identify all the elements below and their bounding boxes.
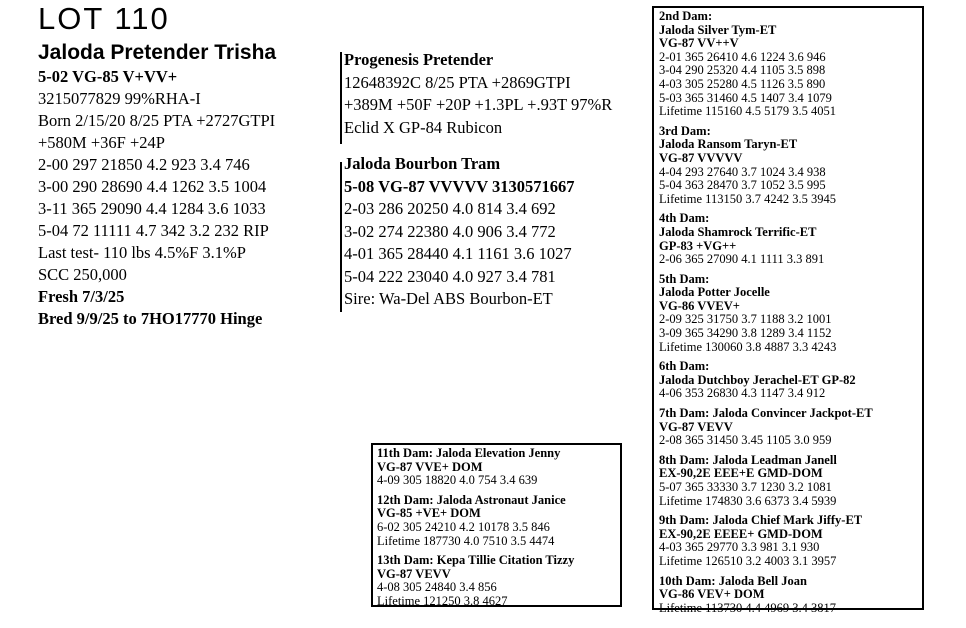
sire-line: +389M +50F +20P +1.3PL +.93T 97%R	[344, 95, 613, 114]
bred-info: Bred 9/9/25 to 7HO17770 Hinge	[38, 309, 263, 328]
dam-record: 4-04 293 27640 3.7 1024 3.4 938	[659, 164, 826, 179]
dam-record: 4-06 353 26830 4.3 1147 3.4 912	[659, 386, 826, 401]
dam-record: 4-09 305 18820 4.0 754 3.4 639	[377, 473, 538, 488]
dam-record: Lifetime 115160 4.5 5179 3.5 4051	[659, 104, 836, 119]
dam-entry	[659, 273, 922, 355]
dam-heading: 4th Dam:	[659, 211, 710, 226]
dam-classification: 5-08 VG-87 VVVVV 3130571667	[344, 176, 575, 196]
cow-record: 3-00 290 28690 4.4 1262 3.5 1004	[38, 177, 267, 196]
cow-line: +580M +36F +24P	[38, 133, 165, 152]
dam-info: VG-86 VEV+ DOM	[659, 587, 765, 602]
divider	[340, 162, 342, 312]
dam-record: 3-09 365 34290 3.8 1289 3.4 1152	[659, 326, 832, 341]
dam-info: VG-86 VVEV+	[659, 298, 740, 313]
dam-name: Jaloda Bourbon Tram	[344, 154, 501, 173]
dam-entry	[659, 10, 922, 119]
dam-heading: 11th Dam: Jaloda Elevation Jenny	[377, 446, 561, 460]
dam-entry	[377, 554, 620, 608]
dam-record: 5-04 222 23040 4.0 927 3.4 781	[344, 266, 556, 286]
fresh-date: Fresh 7/3/25	[38, 287, 125, 306]
dam-record: 3-04 290 25320 4.4 1105 3.5 898	[659, 63, 826, 78]
dam-heading: 3rd Dam:	[659, 123, 711, 138]
cow-name: Jaloda Pretender Trisha	[38, 41, 277, 64]
divider	[340, 52, 342, 144]
dam-info: VG-87 VEVV	[659, 419, 733, 434]
dam-record: 4-03 305 25280 4.5 1126 3.5 890	[659, 76, 826, 91]
dam-info: VG-85 +VE+ DOM	[377, 506, 481, 521]
dam-info: Jaloda Potter Jocelle	[659, 285, 770, 300]
dam-heading: 12th Dam: Jaloda Astronaut Janice	[377, 492, 566, 507]
dam-heading: 2nd Dam:	[659, 9, 713, 23]
cow-line: SCC 250,000	[38, 265, 127, 284]
dam-heading: 8th Dam: Jaloda Leadman Janell	[659, 452, 837, 467]
dam-info: Jaloda Dutchboy Jerachel-ET GP-82	[659, 372, 856, 387]
dam-record: Lifetime 174830 3.6 6373 3.4 5939	[659, 493, 837, 508]
cow-record: 3-11 365 29090 4.4 1284 3.6 1033	[38, 199, 266, 218]
sire-line: 12648392C 8/25 PTA +2869GTPI	[344, 72, 571, 92]
dam-entry	[659, 407, 922, 448]
dam-heading: 7th Dam: Jaloda Convincer Jackpot-ET	[659, 406, 873, 421]
dam-entry	[659, 514, 922, 568]
dam-sire: Sire: Wa-Del ABS Bourbon-ET	[344, 289, 553, 308]
dam-record: 2-08 365 31450 3.45 1105 3.0 959	[659, 433, 832, 448]
dam-record: Lifetime 121250 3.8 4627	[377, 593, 508, 608]
dam-record: Lifetime 113730 4.4 4969 3.4 3817	[659, 600, 836, 615]
dam-entry	[659, 212, 922, 266]
dam-record: 3-02 274 22380 4.0 906 3.4 772	[344, 221, 556, 241]
dam-entry	[377, 494, 620, 548]
dam-info: Jaloda Shamrock Terrific-ET	[659, 224, 817, 239]
dam-record: 6-02 305 24210 4.2 10178 3.5 846	[377, 519, 550, 534]
dam-record: Lifetime 113150 3.7 4242 3.5 3945	[659, 191, 836, 206]
cow-line: 5-02 VG-85 V+VV+	[38, 67, 178, 86]
dam-record: 4-03 365 29770 3.3 981 3.1 930	[659, 540, 820, 555]
dam-heading: 10th Dam: Jaloda Bell Joan	[659, 573, 807, 588]
dam-heading: 13th Dam: Kepa Tillie Citation Tizzy	[377, 553, 575, 568]
dam-info: VG-87 VV++V	[659, 36, 739, 51]
dam-record: 4-08 305 24840 3.4 856	[377, 580, 497, 595]
dam-record: Lifetime 187730 4.0 7510 3.5 4474	[377, 533, 555, 548]
dam-record: 5-07 365 33330 3.7 1230 3.2 1081	[659, 480, 832, 494]
dam-entry	[377, 447, 620, 488]
dam-entry	[659, 454, 922, 508]
dam-heading: 9th Dam: Jaloda Chief Mark Jiffy-ET	[659, 513, 863, 528]
dam-record: 2-06 365 27090 4.1 1111 3.3 891	[659, 252, 825, 267]
sire-name: Progenesis Pretender	[344, 50, 494, 69]
sire-line: Eclid X GP-84 Rubicon	[344, 117, 503, 137]
dam-record: 2-01 365 26410 4.6 1224 3.6 946	[659, 49, 826, 64]
cow-line: Last test- 110 lbs 4.5%F 3.1%P	[38, 243, 246, 262]
dam-record: 5-03 365 31460 4.5 1407 3.4 1079	[659, 90, 832, 105]
dam-info: GP-83 +VG++	[659, 238, 737, 253]
dam-record: Lifetime 130060 3.8 4887 3.3 4243	[659, 339, 837, 354]
dam-info: VG-87 VVVVV	[659, 150, 743, 165]
ancestor-dams-box	[652, 6, 924, 615]
dam-heading: 5th Dam:	[659, 271, 710, 286]
dam-heading: 6th Dam:	[659, 359, 710, 374]
cow-line: Born 2/15/20 8/25 PTA +2727GTPI	[38, 111, 276, 130]
dam-entry	[659, 575, 922, 616]
dam-record: 5-04 363 28470 3.7 1052 3.5 995	[659, 178, 826, 193]
dam-info: VG-87 VEVV	[377, 566, 451, 581]
cow-details	[38, 66, 275, 330]
dam-info: EX-90,2E EEE+E GMD-DOM	[659, 466, 823, 481]
dam-record: 2-03 286 20250 4.0 814 3.4 692	[344, 199, 556, 218]
distant-dams-box	[371, 443, 622, 607]
dam-info: EX-90,2E EEEE+ GMD-DOM	[659, 526, 823, 541]
dam-info: Jaloda Ransom Taryn-ET	[659, 137, 798, 152]
lot-number: LOT 110	[38, 1, 170, 36]
dam-info: VG-87 VVE+ DOM	[377, 459, 483, 474]
dam-info: Jaloda Silver Tym-ET	[659, 22, 777, 37]
cow-record: 5-04 72 11111 4.7 342 3.2 232 RIP	[38, 221, 269, 240]
cow-line: 3215077829 99%RHA-I	[38, 89, 201, 108]
dam-record: Lifetime 126510 3.2 4003 3.1 3957	[659, 553, 837, 568]
dam-record: 2-09 325 31750 3.7 1188 3.2 1001	[659, 312, 832, 327]
dam-entry	[659, 360, 922, 401]
dam-record: 4-01 365 28440 4.1 1161 3.6 1027	[344, 244, 572, 263]
dam-entry	[659, 125, 922, 207]
pedigree-center	[344, 49, 612, 311]
cow-record: 2-00 297 21850 4.2 923 3.4 746	[38, 155, 250, 174]
